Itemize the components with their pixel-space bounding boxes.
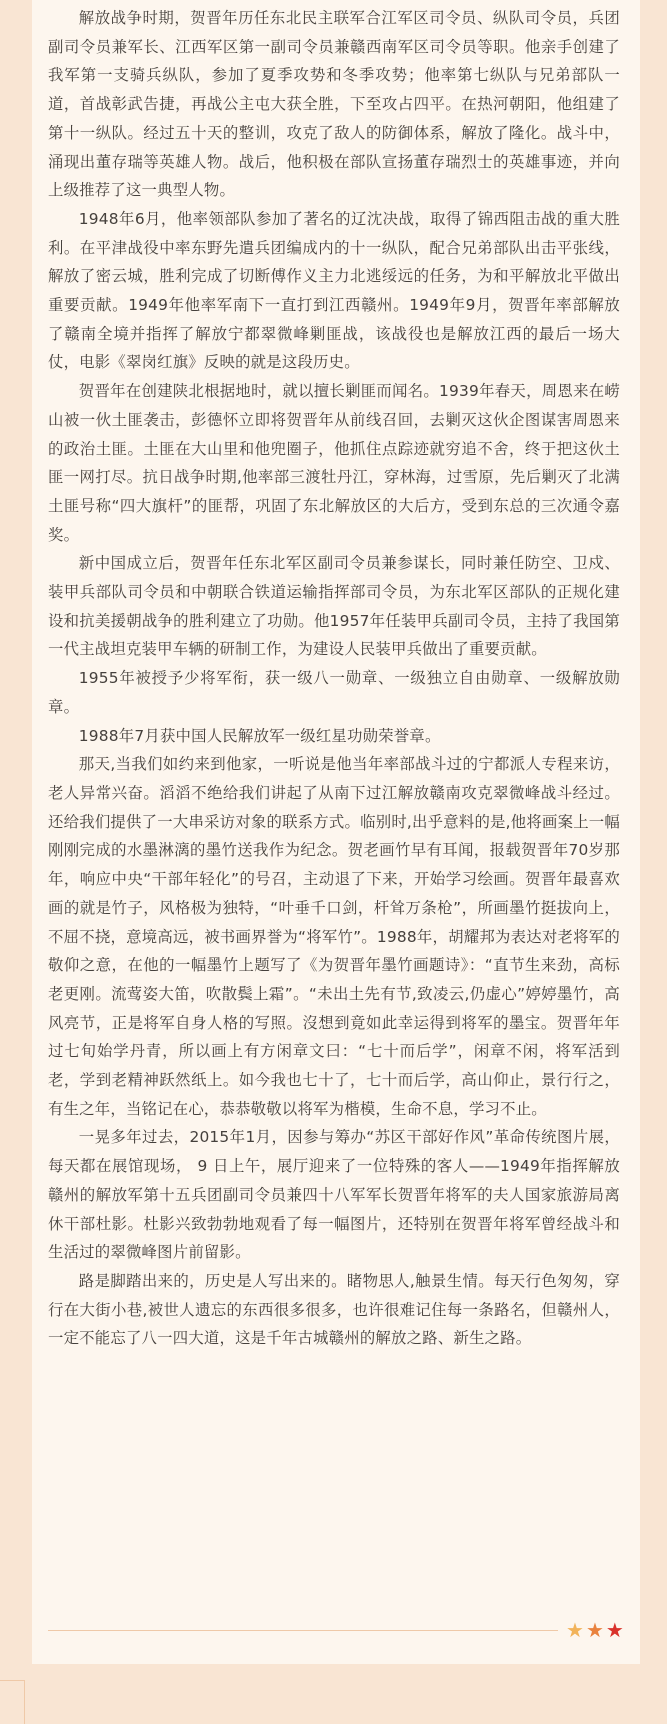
paragraph-liaoshen-campaign: 1948年6月，他率领部队参加了著名的辽沈决战，取得了锦西阻击战的重大胜利。在平津战役中率东野先遣兵团编成内的十一纵队，配合兄弟部队出击平张线，解放了密云城，胜利完成了切断傅作义主力北逃绥远的任务，为和平解放北平做出重要贡献。1949年他率军南下一直打到江西赣州。1949年9月，贺晋年率部解放了赣南全境并指挥了解放宁都翠微峰剿匪战，该战役也是解放江西的最后一场大仗，电影《翠岗红旗》反映的就是这段历史。 [48,209,620,372]
paragraph-closing: 路是脚踏出来的，历史是人写出来的。睹物思人,触景生情。每天行色匆匆，穿行在大街小巷,被世人遗忘的东西很多很多，也许很难记住每一条路名，但赣州人，一定不能忘了八一四大道，这是千年古城赣州的解放之路、新生之路。 [48,1271,620,1348]
paragraph-bandit-suppression: 贺晋年在创建陕北根据地时，就以擅长剿匪而闻名。1939年春天，周恩来在崂山被一伙土匪袭击，彭德怀立即将贺晋年从前线召回，去剿灭这伙企图谋害周恩来的政治土匪。土匪在大山里和他兜圈子，他抓住点踪迹就穷追不舍，终于把这伙土匪一网打尽。抗日战争时期,他率部三渡牡丹江，穿林海，过雪原，先后剿灭了北满土匪号称“四大旗杆”的匪帮，巩固了东北解放区的大后方，受到东总的三次通令嘉奖。 [48,382,620,544]
article-body [48,4,620,1353]
star-icon: ★ [566,1618,584,1642]
star-icon: ★ [585,1618,604,1642]
paragraph-visit-bamboo: 那天,当我们如约来到他家，一听说是他当年率部战斗过的宁都派人专程来访，老人异常兴奋。滔滔不绝给我们讲起了从南下过江解放赣南攻克翠微峰战斗经过。还给我们提供了一大串采访对象的联系方式。临别时,出乎意料的是,他将画案上一幅刚刚完成的水墨淋漓的墨竹送我作为纪念。贺老画竹早有耳闻，报载贺晋年70岁那年，响应中央“干部年轻化”的号召，主动退了下来，开始学习绘画。贺晋年最喜欢画的就是竹子，风格极为独特，“叶垂千口剑，杆耸万条枪”，所画墨竹挺拔向上，不屈不挠，意境高远，被书画界誉为“将军竹”。1988年，胡耀邦为表达对老将军的敬仰之意，在他的一幅墨竹上题写了《为贺晋年墨竹画题诗》：“直节生来劲，高标老更刚。流莺姿大笛，吹散鬓上霜”。“未出土先有节,致凌云,仍虚心”婷婷墨竹，高风亮节，正是将军自身人格的写照。沒想到竟如此幸运得到将军的墨宝。贺晋年年过七旬始学丹青，所以画上有方闲章文曰：“七十而后学”，闲章不闲，将军活到老，学到老精神跃然纸上。如今我也七十了，七十而后学，高山仰止，景行行之，有生之年，当铭记在心，恭恭敬敬以将军为楷模，生命不息，学习不止。 [48,755,620,1118]
paragraph-liberation-war: 解放战争时期，贺晋年历任东北民主联军合江军区司令员、纵队司令员，兵团副司令员兼军长、江西军区第一副司令员兼赣西南军区司令员等职。他亲手创建了我军第一支骑兵纵队，参加了夏季攻势和冬季攻势；他率第七纵队与兄弟部队一道，首战彰武告捷，再战公主屯大获全胜，下至攻占四平。在热河朝阳，他组建了第十一纵队。经过五十天的整训，攻克了敌人的防御体系，解放了隆化。战斗中，涌现出董存瑞等英雄人物。战后，他积极在部队宣扬董存瑞烈士的英雄事迹，并向上级推荐了这一典型人物。 [48,9,620,200]
paragraph-military-rank: 1955年被授予少将军衔，获一级八一勋章、一级独立自由勋章、一级解放勋章。 [48,669,620,716]
star-icon: ★ [605,1618,624,1642]
paragraph-after-founding: 新中国成立后，贺晋年任东北军区副司令员兼参谋长，同时兼任防空、卫戍、装甲兵部队司令员和中朝联合铁道运输指挥部司令员，为东北军区部队的正规化建设和抗美援朝战争的胜利建立了功勋。他1957年任装甲兵副司令员，主持了我国第一代主战坦克装甲车辆的研制工作，为建设人民装甲兵做出了重要贡献。 [48,554,620,659]
corner-frame-decoration [0,1680,25,1724]
footer-divider [48,1630,558,1631]
paragraph-exhibition-2015: 一晃多年过去，2015年1月，因参与筹办“苏区干部好作风”革命传统图片展，每天都在展馆现场， 9 日上午，展厅迎来了一位特殊的客人——1949年指挥解放赣州的解放军第十五兵团副司令员兼四十八军军长贺晋年将军的夫人国家旅游局离休干部杜影。杜影兴致勃勃地观看了每一幅图片，还特别在贺晋年将军曾经战斗和生活过的翠微峰图片前留影。 [48,1128,620,1262]
paragraph-red-star-medal: 1988年7月获中国人民解放军一级红星功勋荣誉章。 [78,726,441,745]
star-ornament [566,1618,624,1642]
